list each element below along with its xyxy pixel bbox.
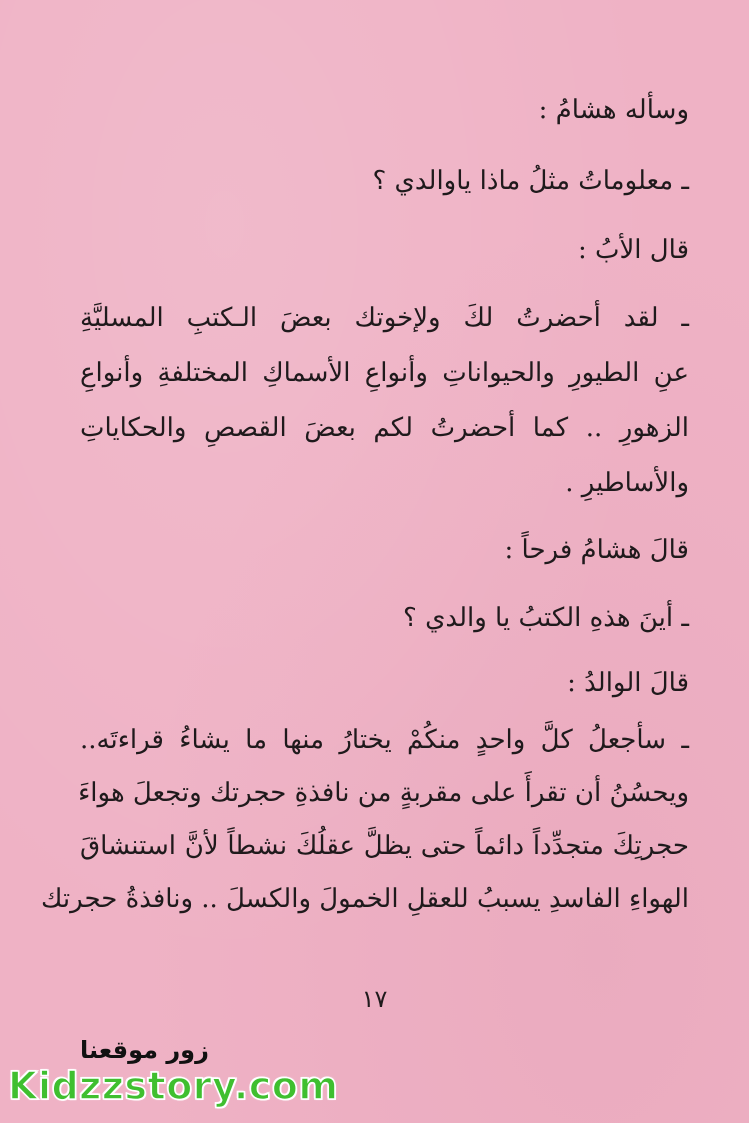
- text-line-8: قالَ هشامُ فرحاً :: [504, 535, 689, 565]
- text-line-6: الزهورِ .. كما أحضرتُ لكم بعضَ القصصِ والحكاياتِ: [80, 413, 689, 443]
- text-line-13: حجرتِكَ متجدِّداً دائماً حتى يظلَّ عقلُكَ نشطاً لأنَّ استنشاقَ: [80, 831, 689, 861]
- text-line-4: ـ لقد أحضرتُ لكَ ولإخوتك بعضَ الـكتبِ المسليَّةِ: [80, 303, 689, 333]
- watermark-arabic-text: زور موقعنا: [80, 1036, 209, 1064]
- text-line-9: ـ أينَ هذهِ الكتبُ يا والدي ؟: [403, 603, 689, 633]
- text-line-10: قالَ الوالدُ :: [567, 668, 689, 698]
- text-line-3: قال الأبُ :: [577, 235, 689, 265]
- page-number: ١٧: [361, 985, 388, 1013]
- text-line-11: ـ سأجعلُ كلَّ واحدٍ منكُمْ يختارُ منها ما يشاءُ قراءتَه..: [80, 725, 689, 755]
- text-line-7: والأساطيرِ .: [565, 468, 689, 498]
- site-watermark: [8, 1030, 339, 1120]
- text-line-2: ـ معلوماتُ مثلُ ماذا ياوالدي ؟: [372, 166, 689, 196]
- text-line-14: الهواءِ الفاسدِ يسببُ للعقلِ الخمولَ والكسلَ .. ونافذةُ حجرتك: [40, 884, 689, 914]
- text-line-5: عنِ الطيورِ والحيواناتِ وأنواعِ الأسماكِ المختلفةِ وأنواعِ: [80, 358, 689, 388]
- text-line-12: ويحسُنُ أن تقرأَ على مقربةٍ من نافذةِ حجرتك وتجعلَ هواءَ: [78, 778, 689, 808]
- text-line-1: وسأله هشامُ :: [538, 95, 689, 125]
- watermark-site-name: Kidzzstory.com: [8, 1064, 339, 1108]
